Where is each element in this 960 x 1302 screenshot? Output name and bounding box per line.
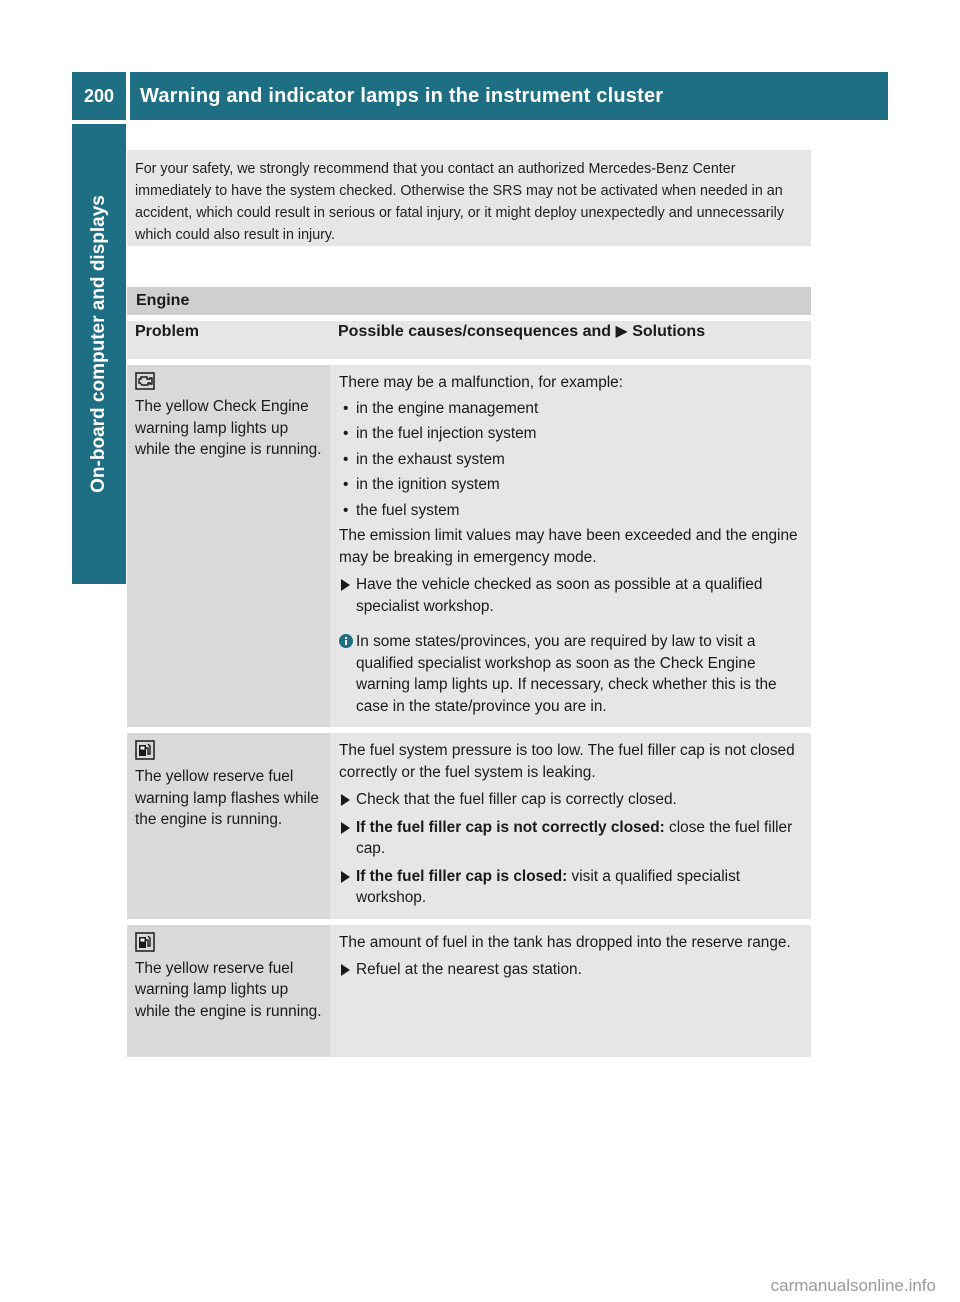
fuel-pump-icon: [135, 740, 155, 760]
problem-text: The yellow Check Engine warning lamp lights up while the engine is running.: [135, 398, 322, 458]
table-header-row: [127, 321, 811, 359]
solution-step: [339, 866, 803, 909]
cause-list: [339, 398, 803, 522]
solution-step-condition: If the fuel filler cap is closed:: [356, 867, 568, 885]
fuel-pump-icon: [135, 932, 155, 952]
table-row: [127, 365, 811, 727]
problem-cell: [127, 733, 330, 919]
table-row: [127, 733, 811, 919]
column-header-problem: Problem: [127, 321, 330, 359]
solution-step: [339, 959, 803, 981]
arrow-icon: [340, 822, 351, 834]
check-engine-icon: [135, 372, 155, 390]
problem-text: The yellow reserve fuel warning lamp flashes while the engine is running.: [135, 768, 319, 828]
list-item: • the fuel system: [339, 500, 803, 522]
section-title: Engine: [127, 287, 811, 315]
cause-intro: There may be a malfunction, for example:: [339, 374, 624, 391]
solution-step: [339, 817, 803, 860]
solution-step-text: Check that the fuel filler cap is correctly closed.: [356, 791, 677, 808]
page-header-title: Warning and indicator lamps in the instrument cluster: [130, 72, 888, 120]
info-icon: [339, 634, 353, 648]
table-row: [127, 925, 811, 1057]
solution-step: [339, 574, 803, 617]
arrow-icon: [340, 579, 351, 591]
solution-step: [339, 789, 803, 811]
safety-warning-box: For your safety, we strongly recommend that you contact an authorized Mercedes-Benz Center immediately to have the system checked. Otherwise the SRS may not be activated when needed in an accident, which could result in serious or fatal injury, or it might deploy unexpectedly and unnecessarily which could also result in injury.: [127, 150, 811, 246]
watermark: carmanualsonline.info: [770, 1276, 936, 1295]
arrow-icon: [340, 794, 351, 806]
side-tab-label: On-board computer and displays: [88, 195, 109, 493]
consequence-text: The emission limit values may have been exceeded and the engine may be breaking in emergency mode.: [339, 527, 798, 566]
arrow-icon: [340, 964, 351, 976]
list-item: • in the engine management: [339, 398, 803, 420]
solution-step-text: visit a qualified specialist workshop.: [356, 867, 741, 906]
cause-intro: The fuel system pressure is too low. The fuel filler cap is not closed correctly or the fuel system is leaking.: [339, 742, 795, 781]
solution-cell: [330, 925, 811, 1057]
solution-cell: [330, 365, 811, 727]
problem-text: The yellow reserve fuel warning lamp lights up while the engine is running.: [135, 959, 322, 1020]
cause-intro: The amount of fuel in the tank has dropped into the reserve range.: [339, 933, 791, 951]
arrow-icon: [340, 871, 351, 883]
page-number: 200: [72, 72, 126, 120]
problem-cell: [127, 925, 330, 1057]
solution-step-text: Have the vehicle checked as soon as possible at a qualified specialist workshop.: [356, 576, 763, 615]
solution-step-condition: If the fuel filler cap is not correctly closed:: [356, 818, 665, 836]
solution-step-text: close the fuel filler cap.: [356, 818, 793, 857]
problem-cell: [127, 365, 330, 727]
column-header-solutions: Possible causes/consequences and ▶ Solutions: [330, 321, 811, 359]
list-item: • in the ignition system: [339, 474, 803, 496]
list-item: • in the fuel injection system: [339, 423, 803, 445]
solution-cell: [330, 733, 811, 919]
info-text: In some states/provinces, you are required by law to visit a qualified specialist workshop as soon as the Check Engine warning lamp lights up. If necessary, check whether this is the case in the state/province you are in.: [356, 633, 777, 715]
engine-table: [127, 315, 811, 1063]
solution-step-text: Refuel at the nearest gas station.: [356, 961, 582, 978]
list-item: • in the exhaust system: [339, 449, 803, 471]
info-note: [339, 631, 803, 717]
